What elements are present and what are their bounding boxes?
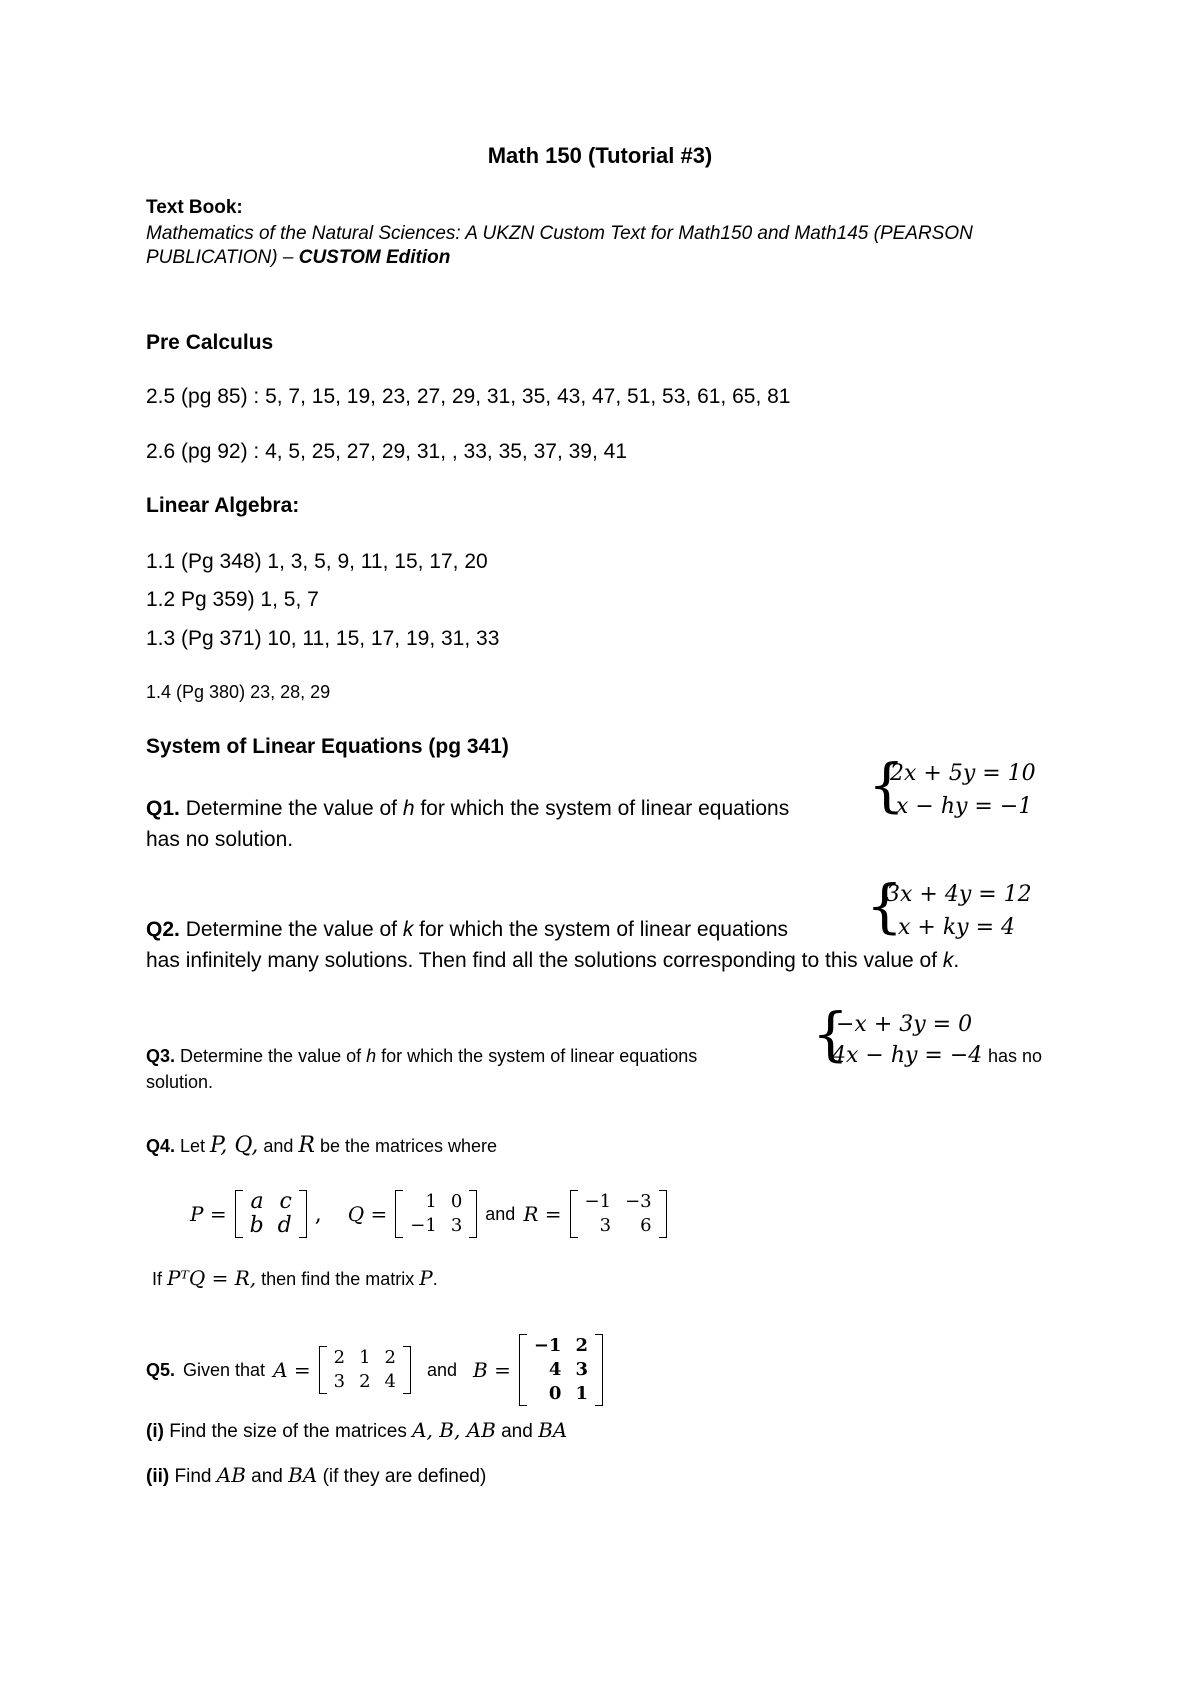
q4-if-line	[152, 1266, 438, 1290]
q5-part2	[146, 1463, 486, 1488]
matrix-cell: −3	[625, 1191, 652, 1212]
matrix-cell: 2	[575, 1335, 588, 1356]
matrix-cell: c	[279, 1189, 292, 1214]
q5-part1-and: and	[495, 1421, 539, 1442]
linalg-item-1-1: 1.1 (Pg 348) 1, 3, 5, 9, 11, 15, 17, 20	[146, 550, 488, 573]
q4-if-eq: PᵀQ = R,	[167, 1266, 257, 1290]
q5-part2-text: Find	[169, 1466, 217, 1487]
matrix-cell: d	[277, 1213, 292, 1238]
q5-part2-and: and	[245, 1466, 289, 1487]
textbook-edition: CUSTOM Edition	[298, 247, 451, 268]
matrix-cell: 1	[575, 1383, 588, 1404]
matrix-cell: 6	[640, 1215, 652, 1236]
q3-text: Determine the value of	[175, 1046, 367, 1066]
textbook-title-line1: Mathematics of the Natural Sciences: A UKZN Custom Text for Math150 and Math145 (PEARSON	[146, 223, 973, 244]
matrix-cell: b	[249, 1213, 264, 1238]
matrix-cell: −1	[584, 1191, 612, 1212]
linalg-item-1-3: 1.3 (Pg 371) 10, 11, 15, 17, 19, 31, 33	[146, 627, 500, 650]
matrix-cell: 3	[575, 1359, 588, 1380]
q5-part1	[146, 1418, 567, 1443]
matrix-cell: −1	[533, 1335, 562, 1356]
q3-brace: {	[812, 1000, 849, 1068]
precalc-heading: Pre Calculus	[146, 331, 274, 354]
q4-text: Let	[175, 1136, 211, 1156]
q2-brace: {	[866, 872, 903, 940]
matrix-cell: 0	[450, 1191, 463, 1212]
matrix-cell: 2	[333, 1347, 346, 1368]
q2-statement	[146, 918, 788, 942]
q5-a-name: A =	[273, 1358, 311, 1382]
matrix-a	[319, 1346, 411, 1394]
q3-label: Q3.	[146, 1046, 176, 1066]
q2-line2	[146, 949, 959, 973]
q5-label: Q5.	[146, 1359, 176, 1380]
matrix-cell: 3	[450, 1215, 463, 1236]
q2-text-b: for which the system of linear equations	[413, 918, 789, 941]
q3-statement	[146, 1046, 697, 1067]
matrix-cell: 1	[359, 1347, 371, 1368]
q5-b-name: B =	[473, 1358, 511, 1382]
page-title: Math 150 (Tutorial #3)	[487, 143, 713, 168]
q2-line2-end: .	[953, 949, 960, 972]
matrix-cell: 3	[599, 1215, 612, 1236]
q5-part2-m2: BA	[288, 1463, 318, 1487]
q3-var: h	[366, 1046, 377, 1066]
q5-and: and	[426, 1359, 458, 1380]
q3-tail: has no	[988, 1046, 1043, 1066]
sle-heading: System of Linear Equations (pg 341)	[146, 735, 509, 758]
precalc-item-2-6: 2.6 (pg 92) : 4, 5, 25, 27, 29, 31, , 33, 35, 37, 39, 41	[146, 440, 628, 463]
q3-eq1: −x + 3y = 0	[836, 1012, 973, 1037]
q4-p-name: P =	[190, 1202, 227, 1226]
q2-eq2: x + ky = 4	[898, 915, 1016, 940]
q4-then-var: P	[419, 1266, 433, 1290]
matrix-r	[570, 1190, 667, 1238]
linalg-heading: Linear Algebra:	[146, 494, 300, 517]
matrix-cell: 2	[359, 1371, 371, 1392]
q1-label: Q1.	[146, 797, 180, 820]
q5-part1-math2: BA	[538, 1418, 568, 1442]
linalg-item-1-2: 1.2 Pg 359) 1, 5, 7	[146, 588, 319, 611]
textbook-title-line2	[146, 247, 450, 269]
linalg-item-1-4: 1.4 (Pg 380) 23, 28, 29	[146, 682, 331, 702]
q5-statement	[146, 1334, 603, 1406]
q5-part2-end: (if they are defined)	[317, 1466, 487, 1487]
matrix-cell: 0	[548, 1383, 562, 1404]
q5-part2-label: (ii)	[146, 1466, 170, 1487]
q4-then-end: .	[432, 1269, 438, 1289]
q1-statement	[146, 797, 789, 821]
q2-line2-var: k	[942, 949, 954, 972]
matrix-cell: 4	[384, 1371, 396, 1392]
q3-eq2: 4x − hy = −4	[832, 1043, 983, 1068]
q5-given: Given that	[183, 1359, 266, 1380]
matrix-p	[235, 1190, 307, 1238]
q4-matrices	[190, 1186, 667, 1242]
q2-text: Determine the value of	[179, 918, 403, 941]
q1-text-b: for which the system of linear equations	[414, 797, 790, 820]
q4-if: If	[152, 1269, 168, 1289]
q1-brace: {	[868, 751, 905, 819]
matrix-cell: 4	[548, 1359, 562, 1380]
q4-vars: P, Q,	[210, 1133, 259, 1158]
matrix-cell: 3	[333, 1371, 346, 1392]
q1-line2: has no solution.	[146, 828, 294, 851]
q1-eq2: x − hy = −1	[896, 794, 1033, 819]
q4-text-c: be the matrices where	[314, 1136, 498, 1156]
q1-text: Determine the value of	[179, 797, 403, 820]
q2-var: k	[402, 918, 414, 941]
q5-part1-math: A, B, AB	[412, 1418, 496, 1442]
q1-var: h	[402, 797, 415, 820]
q5-part1-label: (i)	[146, 1421, 164, 1442]
q2-label: Q2.	[146, 918, 180, 941]
matrix-cell: a	[250, 1189, 264, 1214]
q3-line2: solution.	[146, 1072, 214, 1092]
q4-statement	[146, 1133, 497, 1158]
q4-comma: ,	[314, 1201, 322, 1227]
q4-text-b: and	[258, 1136, 299, 1156]
q5-part1-text: Find the size of the matrices	[163, 1421, 413, 1442]
q4-label: Q4.	[146, 1136, 176, 1156]
q2-eq1: 3x + 4y = 12	[886, 882, 1032, 907]
q4-then: then find the matrix	[256, 1269, 420, 1289]
q5-part2-m1: AB	[216, 1463, 246, 1487]
textbook-label: Text Book:	[146, 197, 243, 218]
q2-line2-text: has infinitely many solutions. Then find all the solutions corresponding to this value of	[146, 949, 943, 972]
matrix-cell: 2	[384, 1347, 396, 1368]
q4-var-r: R	[298, 1133, 315, 1158]
matrix-cell: −1	[410, 1215, 437, 1236]
textbook-publisher: PUBLICATION) –	[146, 247, 299, 268]
matrix-b	[519, 1334, 603, 1406]
q4-and: and	[485, 1203, 516, 1224]
q4-q-name: Q =	[347, 1202, 388, 1226]
precalc-item-2-5: 2.5 (pg 85) : 5, 7, 15, 19, 23, 27, 29, 31, 35, 43, 47, 51, 53, 61, 65, 81	[146, 385, 791, 408]
q4-r-name: R =	[523, 1202, 562, 1226]
q1-eq1: 2x + 5y = 10	[890, 761, 1036, 786]
q3-text-b: for which the system of linear equations	[376, 1046, 698, 1066]
matrix-cell: 1	[425, 1191, 437, 1212]
matrix-q	[395, 1190, 477, 1238]
